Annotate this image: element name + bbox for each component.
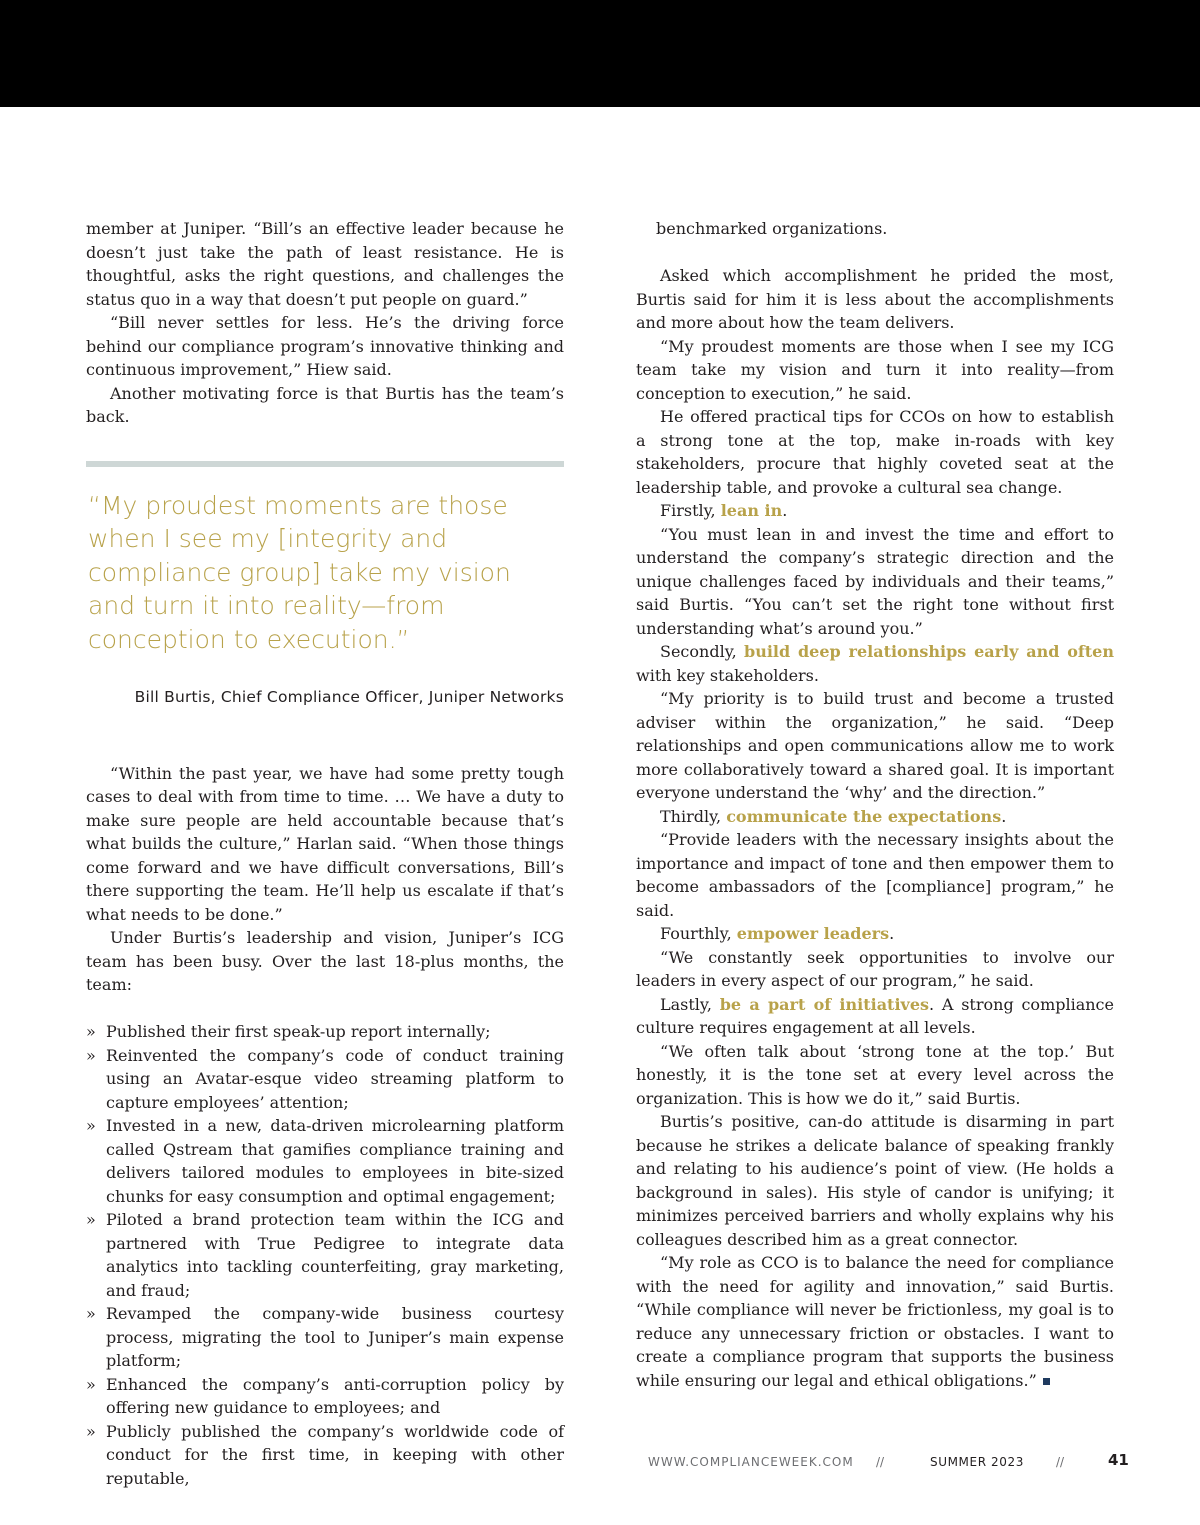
footer-separator: // [876,1455,885,1469]
pull-quote-attribution: Bill Burtis, Chief Compliance Officer, Juniper Networks [134,688,564,706]
footer-website: WWW.COMPLIANCEWEEK.COM [648,1455,854,1469]
tip-highlight: lean in [720,501,783,520]
left-column [86,217,564,1490]
footer-separator: // [1056,1455,1065,1469]
tip-highlight: be a part of initiatives [719,994,930,1014]
pull-quote: “My proudest moments are those when I see my [integrity and compliance group] take my vision and turn it into reality—from conception to execution.” [88,490,511,654]
list-item: » Published their first speak-up report internally; [86,1020,564,1044]
paragraph: He offered practical tips for CCOs on how to establish a strong tone at the top, make in-roads with key stakeholders, procure that highly coveted seat at the leadership table, and provoke a cultural sea change. [636,407,1114,497]
list-item: » Revamped the company-wide business courtesy process, migrating the tool to Juniper’s main expense platform; [86,1302,564,1373]
top-black-bar [0,0,1200,107]
paragraph: member at Juniper. “Bill’s an effective leader because he doesn’t just take the path of least resistance. He is thoughtful, asks the right questions, and challenges the status quo in a way that doesn’t put people on guard.” [86,219,564,309]
page-footer [0,1452,1200,1472]
end-of-article-mark [1043,1378,1050,1385]
paragraph: “You must lean in and invest the time and effort to understand the company’s strategic direction and the unique challenges faced by individuals and their teams,” said Burtis. “You can’t set the right tone without first understanding what’s around you.” [636,524,1114,638]
paragraph: “My priority is to build trust and become a trusted adviser within the organization,” he said. “Deep relationships and open communications allow me to work more collaboratively toward a shared goal. It is important everyone understand the ‘why’ and the direction.” [636,689,1114,802]
right-column [636,217,1114,1392]
paragraph-final: “My role as CCO is to balance the need for compliance with the need for agility and innovation,” said Burtis. “While compliance will never be frictionless, my goal is to reduce any unnecessary friction or obstacles. I want to create a compliance program that supports the business while ensuring our legal and ethical obligations.” [636,1253,1114,1390]
accomplishments-list [86,1020,564,1490]
tip-paragraph: Lastly, be a part of initiatives. A strong compliance culture requires engagement at all levels. [636,994,1114,1037]
tip-highlight: communicate the expectations [726,806,1002,826]
paragraph: “Within the past year, we have had some pretty tough cases to deal with from time to time. … We have a duty to make sure people are held accountable because that’s what builds the culture,” Harlan said. “When those things come forward and we have difficult conversations, Bill’s there supporting the team. He’ll help us escalate if that’s what needs to be done.” [86,763,564,924]
paragraph: “Bill never settles for less. He’s the driving force behind our compliance program’s innovative thinking and continuous improvement,” Hiew said. [86,313,564,379]
paragraph: “Provide leaders with the necessary insights about the importance and impact of tone and then empower them to become ambassadors of the [compliance] program,” he said. [636,830,1114,920]
paragraph: “We often talk about ‘strong tone at the top.’ But honestly, it is the tone set at every level across the organization. This is how we do it,” said Burtis. [636,1041,1114,1108]
paragraph: Burtis’s positive, can-do attitude is disarming in part because he strikes a delicate balance of speaking frankly and relating to his audience’s point of view. (He holds a background in sales). His style of candor is unifying; it minimizes perceived barriers and wholly explains why his colleagues described him as a great connector. [636,1112,1114,1249]
list-item: » Invested in a new, data-driven microlearning platform called Qstream that gamifies compliance training and delivers tailored modules to employees in bite-sized chunks for easy consumption and optimal engagement; [86,1114,564,1208]
tip-paragraph: Secondly, build deep relationships early and often with key stakeholders. [636,642,1114,685]
list-item: » Enhanced the company’s anti-corruption policy by offering new guidance to employees; and [86,1373,564,1420]
list-item: » Piloted a brand protection team within the ICG and partnered with True Pedigree to integrate data analytics into tackling counterfeiting, gray marketing, and fraud; [86,1208,564,1302]
paragraph-continuation: benchmarked organizations. [656,219,888,238]
tip-paragraph: Firstly, lean in. [660,501,788,520]
tip-paragraph: Thirdly, communicate the expectations. [660,806,1007,826]
tip-highlight: build deep relationships early and often [744,642,1114,661]
footer-issue: SUMMER 2023 [930,1455,1024,1469]
paragraph: Another motivating force is that Burtis has the team’s back. [86,383,564,426]
paragraph: Under Burtis’s leadership and vision, Juniper’s ICG team has been busy. Over the last 18-plus months, the team: [86,928,564,994]
paragraph: “My proudest moments are those when I see my ICG team take my vision and turn it into reality—from conception to execution,” he said. [636,336,1114,403]
list-item: » Publicly published the company’s worldwide code of conduct for the first time, in keeping with other reputable, [86,1420,564,1491]
paragraph: “We constantly seek opportunities to involve our leaders in every aspect of our program,” he said. [636,947,1114,990]
list-item: » Reinvented the company’s code of conduct training using an Avatar-esque video streaming platform to capture employees’ attention; [86,1044,564,1115]
pull-quote-divider [86,461,564,467]
tip-highlight: empower leaders [736,924,890,943]
paragraph: Asked which accomplishment he prided the most, Burtis said for him it is less about the accomplishments and more about how the team delivers. [636,266,1114,332]
page-number: 41 [1108,1451,1129,1469]
tip-paragraph: Fourthly, empower leaders. [660,924,895,943]
